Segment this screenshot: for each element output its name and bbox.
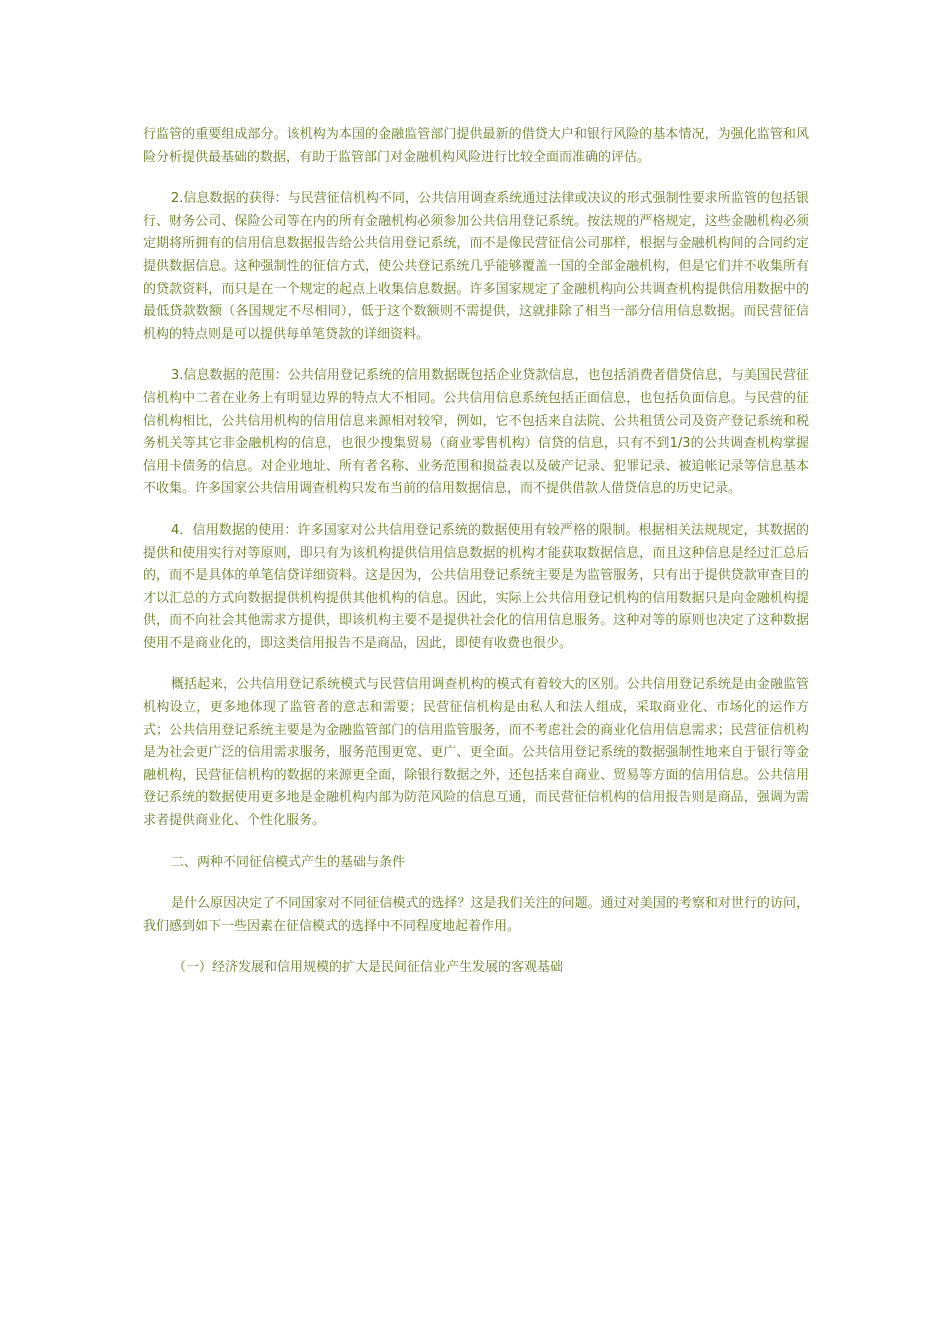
paragraph-summary: 概括起来，公共信用登记系统模式与民营信用调查机构的模式有着较大的区别。公共信用登记系统是由金融监管机构设立，更多地体现了监管者的意志和需要；民营征信机构是由私人和法人组成，采取商业化、市场化的运作方式；公共信用登记系统主要是为金融监管部门的信用监管服务，而不考虑社会的商业化信用信息需求；民营征信机构是为社会更广泛的信用需求服务，服务范围更宽、更广、更全面。公共信用登记系统的数据强制性地来自于银行等金融机构，民营征信机构的数据的来源更全面，除银行数据之外，还包括来自商业、贸易等方面的信用信息。公共信用登记系统的数据使用更多地是金融机构内部为防范风险的信息互通，而民营征信机构的信用报告则是商品，强调为需求者提供商业化、个性化服务。 bbox=[143, 677, 809, 829]
paragraph-data-usage: 4．信用数据的使用：许多国家对公共信用登记系统的数据使用有较严格的限制。根据相关法规规定，其数据的提供和使用实行对等原则，即只有为该机构提供信用信息数据的机构才能获取数据信息，而且这种信息是经过汇总后的，而不是具体的单笔信贷详细资料。这是因为，公共信用登记系统主要是为监管服务，只有出于提供贷款审查目的才以汇总的方式向数据提供机构提供其他机构的信息。因此，实际上公共信用登记机构的信用数据只是向金融机构提供，而不向社会其他需求方提供，即该机构主要不是提供社会化的信用信息服务。这种对等的原则也决定了这种数据使用不是商业化的，即这类信用报告不是商品，因此，即使有收费也很少。 bbox=[143, 522, 809, 651]
document-page bbox=[143, 124, 809, 999]
section-intro: 是什么原因决定了不同国家对不同征信模式的选择？这是我们关注的问题。通过对美国的考察和对世行的访问，我们感到如下一些因素在征信模式的选择中不同程度地起着作用。 bbox=[143, 896, 809, 934]
paragraph-data-scope: 3.信息数据的范围：公共信用登记系统的信用数据既包括企业贷款信息，也包括消费者借贷信息，与美国民营征信机构中二者在业务上有明显边界的特点大不相同。公共信用信息系统包括正面信息，也包括负面信息。与民营的征信机构相比，公共信用机构的信用信息来源相对较窄，例如，它不包括来自法院、公共租赁公司及资产登记系统和税务机关等其它非金融机构的信息，也很少搜集贸易（商业零售机构）信贷的信息，只有不到1/3的公共调查机构掌握信用卡债务的信息。对企业地址、所有者名称、业务范围和损益表以及破产记录、犯罪记录、被追帐记录等信息基本不收集。许多国家公共信用调查机构只发布当前的信用数据信息，而不提供借款人借贷信息的历史记录。 bbox=[143, 368, 809, 497]
section-heading: 二、两种不同征信模式产生的基础与条件 bbox=[171, 854, 406, 870]
subsection-heading: （一）经济发展和信用规模的扩大是民间征信业产生发展的客观基础 bbox=[173, 960, 564, 976]
paragraph-data-acquisition: 2.信息数据的获得：与民营征信机构不同，公共信用调查系统通过法律或决议的形式强制性要求所监管的包括银行、财务公司、保险公司等在内的所有金融机构必须参加公共信用登记系统。按法规的严格规定，这些金融机构必须定期将所拥有的信用信息数据报告给公共信用登记系统，而不是像民营征信公司那样，根据与金融机构间的合同约定提供数据信息。这种强制性的征信方式，使公共登记系统几乎能够覆盖一国的全部金融机构，但是它们并不收集所有的贷款资料，而只是在一个规定的起点上收集信息数据。许多国家规定了金融机构向公共调查机构提供信用数据中的最低贷款数额（各国规定不尽相同），低于这个数额则不需提供，这就排除了相当一部分信用信息数据。而民营征信机构的特点则是可以提供每单笔贷款的详细资料。 bbox=[143, 191, 809, 342]
paragraph-continuation: 行监管的重要组成部分。该机构为本国的金融监管部门提供最新的借贷大户和银行风险的基本情况，为强化监管和风险分析提供最基础的数据，有助于监管部门对金融机构风险进行比较全面而准确的评估。 bbox=[143, 127, 809, 165]
